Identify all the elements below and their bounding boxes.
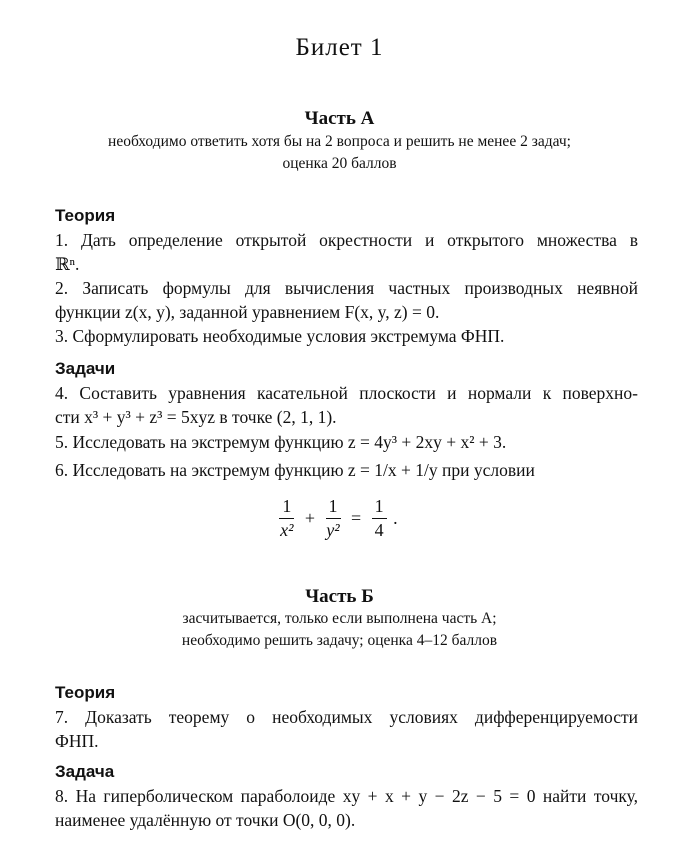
question-1 <box>55 228 638 276</box>
question-1-line1: 1. Дать определение открытой окрестности и открытого множества в <box>55 230 638 250</box>
part-a-desc-line2: оценка 20 баллов <box>282 155 397 172</box>
part-b-task-heading: Задача <box>55 762 115 781</box>
ticket-title: Билет 1 <box>295 34 384 61</box>
fraction-2 <box>326 496 341 541</box>
plus-sign: + <box>304 508 315 528</box>
part-a-title: Часть А <box>304 108 375 129</box>
question-2-line2: функции z(x, y), заданной уравнением F(x, y, z) = 0. <box>55 302 440 322</box>
question-7 <box>55 705 638 753</box>
question-7-line1: 7. Доказать теорему о необходимых условиях дифференцируемости <box>55 707 638 727</box>
task-6: 6. Исследовать на экстремум функцию z = 1/x + 1/y при условии <box>55 460 535 480</box>
fraction-2-numerator: 1 <box>326 496 341 519</box>
constraint-equation <box>0 496 679 541</box>
fraction-1 <box>279 496 294 541</box>
fraction-3 <box>372 496 387 541</box>
question-2 <box>55 276 638 324</box>
fraction-2-denominator: y² <box>326 520 340 540</box>
task-4-line1: 4. Составить уравнения касательной плоскости и нормали к поверхно- <box>55 383 638 403</box>
fraction-3-numerator: 1 <box>372 496 387 519</box>
fraction-1-denominator: x² <box>280 520 294 540</box>
question-3: 3. Сформулировать необходимые условия экстремума ФНП. <box>55 326 505 346</box>
part-b-desc-line1: засчитывается, только если выполнена часть А; <box>182 610 497 627</box>
part-a-desc-line1: необходимо ответить хотя бы на 2 вопроса и решить не менее 2 задач; <box>108 133 571 150</box>
task-8-line1: 8. На гиперболическом параболоиде xy + x + y − 2z − 5 = 0 найти точку, <box>55 786 638 806</box>
part-b-desc-line2: необходимо решить задачу; оценка 4–12 баллов <box>181 632 498 649</box>
fraction-1-numerator: 1 <box>279 496 294 519</box>
question-7-line2: ФНП. <box>55 731 99 751</box>
part-b-theory-heading: Теория <box>55 683 116 702</box>
equation-period: . <box>393 508 398 528</box>
fraction-3-denominator: 4 <box>374 520 384 540</box>
task-4-line2: сти x³ + y³ + z³ = 5xyz в точке (2, 1, 1). <box>55 407 337 427</box>
task-8 <box>55 784 638 832</box>
task-5: 5. Исследовать на экстремум функцию z = 4y³ + 2xy + x² + 3. <box>55 432 507 452</box>
task-8-line2: наименее удалённую от точки O(0, 0, 0). <box>55 810 356 830</box>
part-a-tasks-heading: Задачи <box>55 359 116 378</box>
task-4 <box>55 381 638 429</box>
part-b-title: Часть Б <box>305 586 374 607</box>
question-2-line1: 2. Записать формулы для вычисления частных производных неявной <box>55 278 638 298</box>
part-a-theory-heading: Теория <box>55 206 116 225</box>
question-1-line2: ℝⁿ. <box>55 254 80 274</box>
equals-sign: = <box>351 508 362 528</box>
